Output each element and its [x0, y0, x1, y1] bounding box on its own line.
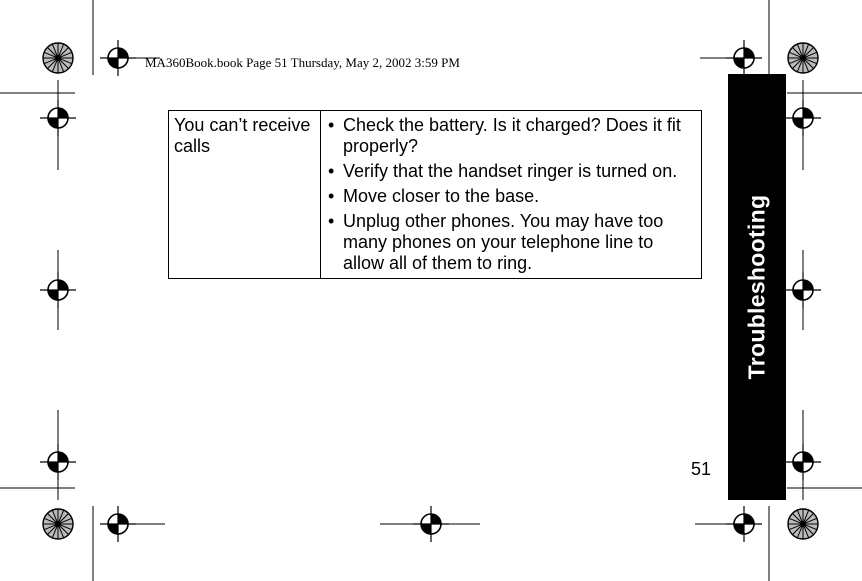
list-item: • Verify that the handset ringer is turned on.	[326, 161, 697, 182]
solution-list	[326, 115, 697, 274]
page-number: 51	[691, 459, 712, 479]
file-info-header: MA360Book.book Page 51 Thursday, May 2, 2002 3:59 PM	[145, 55, 460, 70]
list-item: • Unplug other phones. You may have too many phones on your telephone line to allow all of them to ring.	[326, 211, 697, 274]
solutions-cell	[321, 111, 702, 279]
section-tab-label: Troubleshooting	[743, 194, 770, 380]
list-item: • Check the battery. Is it charged? Does it fit properly?	[326, 115, 697, 157]
troubleshooting-table	[168, 110, 702, 279]
table-row	[169, 111, 702, 279]
section-tab	[728, 74, 786, 500]
problem-cell: You can’t receive calls	[169, 111, 321, 279]
list-item: • Move closer to the base.	[326, 186, 697, 207]
